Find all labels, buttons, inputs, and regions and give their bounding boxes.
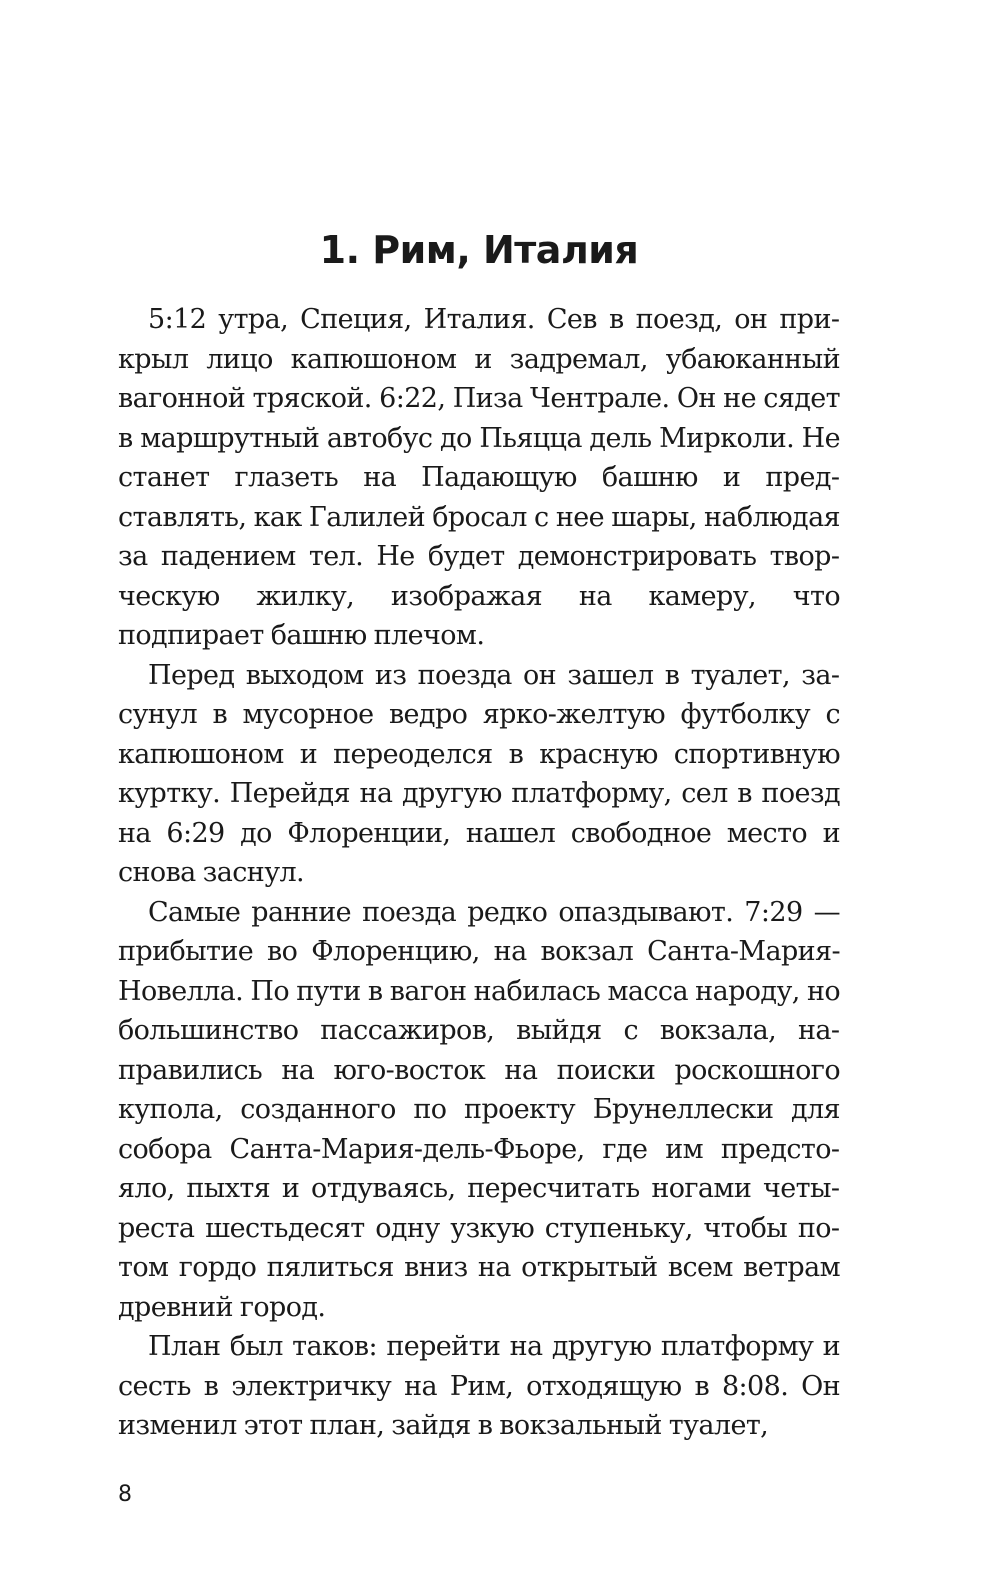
- page-number: 8: [118, 1482, 132, 1507]
- paragraph: План был таков: перейти на другую платформу и сесть в электричку на Рим, отходящую в 8:08. Он изменил этот план, зайдя в вокзальный туалет,: [118, 1331, 840, 1441]
- paragraph: 5:12 утра, Специя, Италия. Сев в поезд, он прикрыл лицо капюшоном и задремал, убаюканный вагонной тряской. 6:22, Пиза Чентрале. Он не сядет в маршрутный автобус до Пьяцца дель Мирколи. Не станет глазеть на Падающую башню и представлять, как Галилей бросал с нее шары, наблюдая за падением тел. Не будет демонстрировать творческую жилку, изображая на камеру, что подпирает башню плечом.: [118, 304, 840, 651]
- chapter-title: 1. Рим, Италия: [319, 228, 639, 272]
- body-text: [118, 300, 840, 1446]
- paragraph: Перед выходом из поезда он зашел в туалет, засунул в мусорное ведро ярко-желтую футболку с капюшоном и переоделся в красную спортивную куртку. Перейдя на другую платформу, сел в поезд на 6:29 до Флоренции, нашел свободное место и снова заснул.: [118, 659, 840, 888]
- paragraph: Самые ранние поезда редко опаздывают. 7:29 — прибытие во Флоренцию, на вокзал Санта-Мария-Новелла. По пути в вагон набилась масса народу, но большинство пассажиров, выйдя с вокзала, направились на юго-восток на поиски роскошного купола, созданного по проекту Брунеллески для собора Санта-Мария-дель-Фьоре, где им предстояло, пыхтя и отдуваясь, пересчитать ногами четыреста шестьдесят одну узкую ступеньку, чтобы потом гордо пялиться вниз на открытый всем ветрам древний город.: [118, 896, 840, 1323]
